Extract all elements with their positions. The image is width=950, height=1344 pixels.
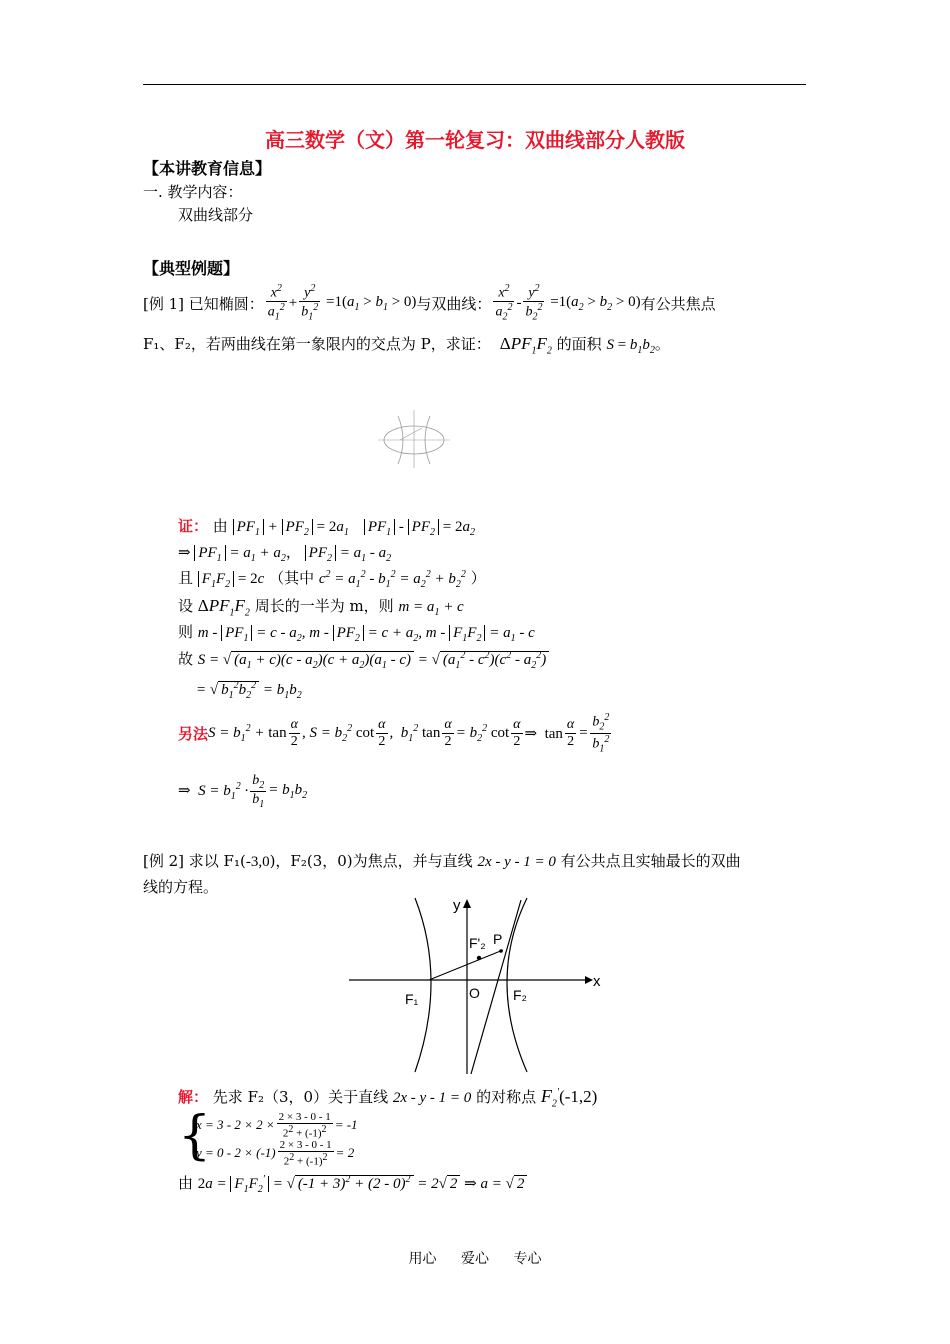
proof-l3-note-b: ） (470, 569, 486, 587)
proof-line-3: 且 $F_1F_2 = 2c$ （其中 $c^2 = a_1^2 - b_1^2 = a_2^2 + b_2^2$ ） (178, 569, 486, 590)
alt-method-line-1: 另法 $S = b_1^2 + \tan$ $\frac{\alpha}{2}$ , $S = b_2^2$ cot $\frac{\alpha}{2}$ , $b_1^2$ tan $\frac{\alpha}{2}$ = $b_2^2$ cot $\frac{\alpha}{2}$ ⇒ tan $\frac{\alpha}{2}$ = $\frac{b_2^2}{b_1^2}$ (178, 712, 610, 754)
point-f2-prime (477, 956, 481, 960)
ellipse-term-y: $\frac{y^2}{b_1^2}$ (301, 283, 319, 323)
solution-system (178, 1106, 498, 1168)
proof-l5-pre: 则 (178, 623, 194, 641)
footer-item-1: 用心 (408, 1251, 437, 1267)
example-1-line-2: F₁、F₂，若两曲线在第一象限内的交点为 P，求证： $\Delta PF_1F_2$ 的面积 $S = b_1b_2$。 (143, 334, 670, 357)
solution-last-pre: 由 (178, 1174, 194, 1192)
solution-label: 解： (178, 1088, 209, 1106)
ex2-text-c: 有公共点且实轴最长的双曲 (560, 852, 741, 870)
ex2-line-equation: 2x - y - 1 = 0 (477, 854, 556, 870)
hyperbola-right-branch (507, 898, 527, 1072)
figure-2-hyperbola (345, 894, 610, 1076)
page-footer (0, 1248, 950, 1268)
proof-line-5: 则 $m - PF_1 = c - a_2$, $m - PF_2 = c + a_2$, $m - F_1F_2 = a_1 - c$ (178, 623, 535, 644)
example-2-statement (143, 850, 741, 871)
f2-prime-label: F'₂ (469, 935, 486, 951)
example-2-line-2: 线的方程。 (143, 878, 219, 896)
hyperbola-left-branch (415, 898, 431, 1072)
proof-l3-pre: 且 (178, 569, 194, 587)
solution-text-b: 的对称点 (476, 1088, 537, 1106)
ex2-text-a: [例 2] 求以 F₁( (143, 852, 246, 870)
proof-l4-b: 周长的一半为 m，则 (254, 597, 394, 615)
x-axis-arrow (585, 976, 593, 984)
proof-l1-pre: 由 (212, 517, 228, 535)
proof-line-6: 故 S = √ $(a_1 + c)(c - a_2)(c + a_2)(a_1 - c)$ = √ $(a_1^2 - c^2)(c^2 - a_2^2)$ (178, 648, 549, 671)
proof-l3-note-a: （其中 (269, 569, 315, 587)
solution-text-a: 先求 F₂（3，0）关于直线 (212, 1088, 389, 1106)
ex1-suffix: 有公共焦点 (640, 294, 716, 313)
alt-method-line-2: ⇒ $S = b_1^2$ · $\frac{b_2}{b_1}$ = $b_1b_2$ (178, 772, 308, 810)
proof-line-7: = √ $b_1^2b_2^2 = b_1b_2$ (196, 680, 302, 701)
ex2-text-b: )，F₂(3，0)为焦点，并与直线 (269, 852, 473, 870)
ex1-line2-a: F₁、F₂，若两曲线在第一象限内的交点为 P，求证： (143, 335, 491, 353)
hyperbola-term-y: $\frac{y^2}{b_2^2}$ (525, 283, 543, 323)
proof-line-2: ⇒ $PF_1 = a_1 + a_2$， $PF_2 = a_1 - a_2$ (178, 545, 392, 564)
ellipse-term-x: $\frac{x^2}{a_1^2}$ (267, 283, 285, 323)
proof-line-4: 设 $\Delta PF_1F_2$ 周长的一半为 m，则 $m = a_1 + c$ (178, 596, 464, 619)
origin-label: O (469, 985, 480, 1001)
proof-label: 证： (178, 517, 209, 535)
solution-line-equation: 2x - y - 1 = 0 (392, 1090, 472, 1106)
point-p (499, 949, 503, 953)
header-rule (143, 84, 806, 85)
p-label: P (493, 931, 503, 947)
alt-method-label: 另法 (178, 724, 209, 743)
segment-f1-p (429, 950, 503, 980)
hyperbola-term-x: $\frac{x^2}{a_2^2}$ (495, 283, 513, 323)
f1-label: F₁ (405, 991, 419, 1007)
proof-l4-a: 设 (178, 597, 194, 615)
proof-line-1: 证： 由 $PF_1 + PF_2 = 2a_1$ $PF_1 - PF_2 = 2a_2$ (178, 517, 475, 538)
section-info-heading: 【本讲教育信息】 (143, 159, 272, 178)
y-axis-label: y (453, 897, 461, 914)
ex1-prefix: [例 1] 已知椭圆： (143, 294, 264, 313)
section-examples-heading: 【典型例题】 (143, 259, 240, 278)
example-1-statement: [例 1] 已知椭圆： $\frac{x^2}{a_1^2}$ + $\frac{y^2}{b_1^2}$ $=1(a_1 > b_1 > 0)$ 与双曲线： $\frac{x^2}{a_2^2}$ - $\frac{y^2}{b_2^2}$ $=1(a_2 > b_2 > 0)$ 有公共焦点 (143, 283, 716, 323)
solution-line-1: 解： 先求 F₂（3，0）关于直线 2x - y - 1 = 0 的对称点 $F_2'(-1,2)$ (178, 1086, 598, 1110)
f2-label: F₂ (513, 987, 527, 1003)
solution-point: (-1,2) (559, 1087, 598, 1106)
figure-1-ellipse-hyperbola (370, 402, 460, 470)
content-value: 双曲线部分 (178, 206, 254, 224)
ex1-mid: 与双曲线： (416, 294, 492, 313)
footer-item-2: 爱心 (461, 1251, 489, 1267)
system-brace: { (178, 1106, 212, 1166)
content-label: 一. 教学内容： (143, 183, 243, 201)
y-axis-arrow (463, 899, 471, 908)
page-title: 高三数学（文）第一轮复习：双曲线部分人教版 (265, 128, 685, 152)
system-row-y: y = 0 - 2 × (-1) $\frac{2 \times 3 - 0 - 1}{2^2 + (-1)^2}$ = 2 (196, 1138, 355, 1168)
ex1-line2-b: 的面积 (556, 335, 602, 353)
proof-l6-pre: 故 (178, 650, 194, 668)
ex2-f1-coords: -3,0 (245, 854, 270, 870)
x-axis-label: x (593, 973, 601, 990)
focal-segment (400, 428, 422, 440)
solution-last-line: 由 $2a = F_1F_2'$ = √ $(-1 + 3)^2 + (2 - 0)^2 = 2√$ 2 ⇒ a = √ 2 (178, 1172, 527, 1195)
footer-item-3: 专心 (513, 1251, 542, 1267)
system-row-x: x = 3 - 2 × 2 × $\frac{2 \times 3 - 0 - 1}{2^2 + (-1)^2}$ = -1 (196, 1110, 358, 1140)
